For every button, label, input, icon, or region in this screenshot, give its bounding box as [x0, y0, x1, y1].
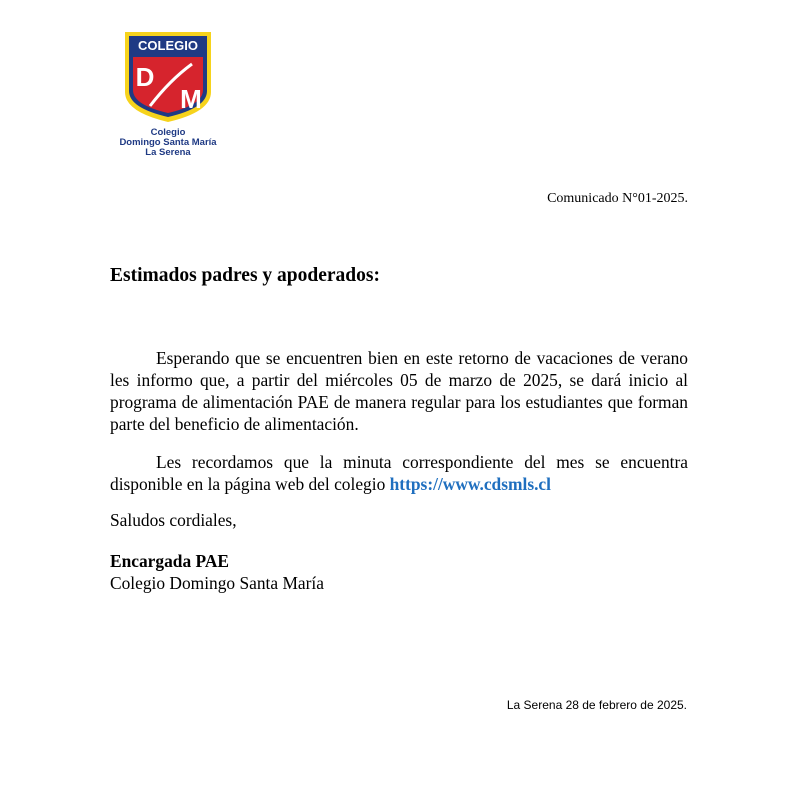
letter-paragraph-2 [110, 451, 688, 495]
letter-greeting: Estimados padres y apoderados: [110, 265, 380, 286]
letter-closing: Saludos cordiales, [110, 510, 237, 530]
school-website-link[interactable]: https://www.cdsmls.cl [389, 474, 551, 494]
logo-caption-line: Domingo Santa María [119, 137, 217, 148]
logo-caption-line: Colegio [150, 127, 186, 138]
signer-organization: Colegio Domingo Santa María [110, 573, 324, 593]
place-date: La Serena 28 de febrero de 2025. [506, 698, 687, 712]
logo-caption [110, 128, 226, 158]
signer-role: Encargada PAE [110, 551, 229, 571]
crest-letter-m: M [180, 84, 202, 114]
paragraph-2-text: Les recordamos que la minuta correspondiente del mes se encuentra disponible en la página web del colegio [110, 452, 688, 494]
crest-banner-text: COLEGIO [138, 38, 198, 53]
logo-caption-line: La Serena [145, 147, 191, 158]
crest-letter-d: D [135, 62, 155, 92]
letter-paragraph-1: Esperando que se encuentren bien en este retorno de vacaciones de verano les informo que, a partir del miércoles 05 de marzo de 2025, se dará inicio al programa de alimentación PAE de manera regular para los estudiantes que forman parte del beneficio de alimentación. [110, 348, 688, 434]
signature-block [110, 550, 324, 594]
school-crest-icon [110, 30, 226, 130]
document-reference: Comunicado N°01-2025. [547, 191, 688, 206]
